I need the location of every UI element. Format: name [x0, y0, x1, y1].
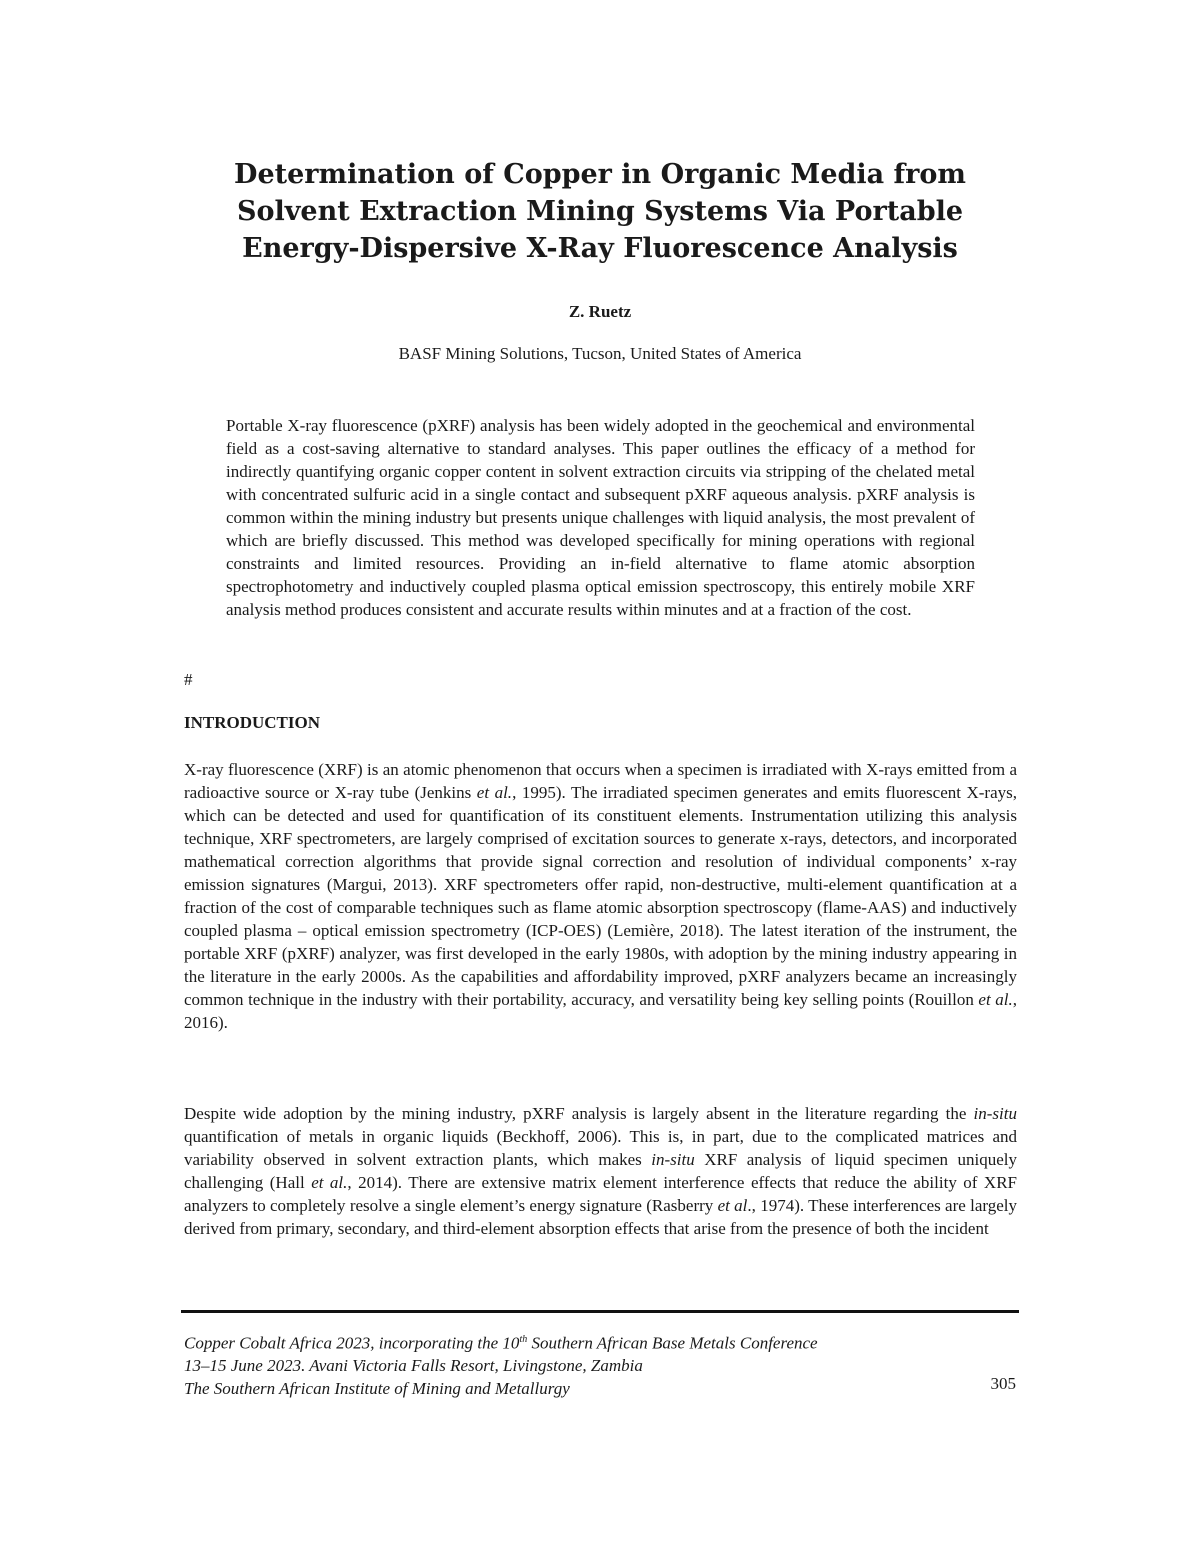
text-run: XRF analysis of liquid specimen uniquely challenging (Hall	[184, 1150, 1017, 1192]
author-affiliation: BASF Mining Solutions, Tucson, United States of America	[398, 344, 802, 363]
paper-title	[0, 156, 1200, 267]
footer-text: Southern African Base Metals Conference	[527, 1333, 818, 1353]
footer-line: The Southern African Institute of Mining and Metallurgy	[184, 1378, 570, 1398]
abstract: Portable X-ray fluorescence (pXRF) analysis has been widely adopted in the geochemical and environmental field as a cost-saving alternative to standard analyses. This paper outlines the efficacy of a method for indirectly quantifying organic copper content in solvent extraction circuits via stripping of the chelated metal with concentrated sulfuric acid in a single contact and subsequent pXRF aqueous analysis. pXRF analysis is common within the mining industry but presents unique challenges with liquid analysis, the most prevalent of which are briefly discussed. This method was developed specifically for mining operations with regional constraints and limited resources. Providing an in-field alternative to flame atomic absorption spectrophotometry and inductively coupled plasma optical emission spectroscopy, this entirely mobile XRF analysis method produces consistent and accurate results within minutes and at a fraction of the cost.	[226, 416, 975, 619]
footer-text: Copper Cobalt Africa 2023, incorporating the 10	[184, 1333, 520, 1353]
italic-run: et al.	[978, 990, 1013, 1009]
text-run: Despite wide adoption by the mining industry, pXRF analysis is largely absent in the literature regarding the	[184, 1104, 974, 1123]
body-paragraph	[184, 758, 1017, 1034]
footer-superscript: th	[519, 1334, 528, 1345]
text-run: quantification of metals in organic liquids (Beckhoff, 2006). This is, in part, due to the complicated matrices and variability observed in solvent extraction plants, which makes	[184, 1127, 1017, 1169]
footer-rule	[181, 1310, 1019, 1313]
title-line: Determination of Copper in Organic Media from	[234, 159, 966, 190]
text-run: X-ray fluorescence (XRF) is an atomic phenomenon that occurs when a specimen is irradiated with X-rays emitted from a radioactive source or X-ray tube (Jenkins	[184, 760, 1017, 802]
text-run: , 2016).	[184, 990, 1017, 1032]
text-run: , 2014). There are extensive matrix element interference effects that reduce the ability of XRF analyzers to completely resolve a single element’s energy signature (Rasberry	[184, 1173, 1017, 1215]
page-number: 305	[990, 1374, 1016, 1393]
italic-run: in-situ	[651, 1150, 695, 1169]
footer-line: 13–15 June 2023. Avani Victoria Falls Resort, Livingstone, Zambia	[184, 1356, 643, 1376]
italic-run: et al	[717, 1196, 748, 1215]
title-line: Energy-Dispersive X-Ray Fluorescence Analysis	[242, 233, 958, 264]
text-run: ., 1974). These interferences are largely derived from primary, secondary, and third-element absorption effects that arise from the presence of both the incident	[184, 1196, 1017, 1238]
italic-run: in-situ	[973, 1104, 1017, 1123]
italic-run: et al.	[311, 1173, 348, 1192]
text-run: , 1995). The irradiated specimen generates and emits fluorescent X-rays, which can be detected and used for quantification of its constituent elements. Instrumentation utilizing this analysis technique, XRF spectrometers, are largely comprised of excitation sources to generate x-rays, detectors, and incorporated mathematical correction algorithms that provide signal correction and resolution of individual components’ x-ray emission signatures (Margui, 2013). XRF spectrometers offer rapid, non-destructive, multi-element quantification at a fraction of the cost of comparable techniques such as flame atomic absorption spectroscopy (flame-AAS) and inductively coupled plasma – optical emission spectrometry (ICP-OES) (Lemière, 2018). The latest iteration of the instrument, the portable XRF (pXRF) analyzer, was first developed in the early 1980s, with adoption by the mining industry appearing in the literature in the early 2000s. As the capabilities and affordability improved, pXRF analyzers became an increasingly common technique in the industry with their portability, accuracy, and versatility being key selling points (Rouillon	[184, 783, 1017, 1009]
footer-line	[184, 1329, 818, 1355]
body-paragraph	[184, 1102, 1017, 1240]
author-name: Z. Ruetz	[568, 302, 632, 321]
italic-run: et al.	[476, 783, 513, 802]
section-separator: #	[184, 670, 193, 689]
footer	[184, 1329, 818, 1400]
section-heading: INTRODUCTION	[184, 713, 321, 732]
title-line: Solvent Extraction Mining Systems Via Portable	[236, 196, 964, 227]
